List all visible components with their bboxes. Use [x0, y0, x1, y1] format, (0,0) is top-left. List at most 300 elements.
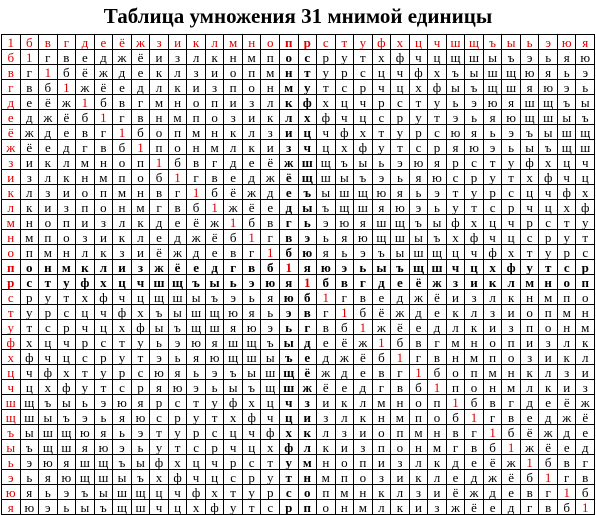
- table-cell: у: [150, 440, 169, 455]
- table-cell: г: [242, 245, 261, 260]
- table-cell: ю: [576, 50, 595, 65]
- table-cell: ю: [539, 80, 558, 95]
- table-cell: щ: [557, 140, 576, 155]
- table-cell: м: [168, 110, 187, 125]
- table-cell: ь: [576, 80, 595, 95]
- table-cell: з: [261, 125, 280, 140]
- table-cell: о: [409, 395, 428, 410]
- table-cell: ъ: [520, 125, 539, 140]
- table-cell: г: [57, 35, 76, 50]
- table-cell: я: [39, 470, 58, 485]
- table-cell: ъ: [335, 155, 354, 170]
- table-cell: ц: [76, 305, 95, 320]
- table-cell: р: [391, 110, 410, 125]
- table-cell: ц: [187, 455, 206, 470]
- table-cell: р: [539, 230, 558, 245]
- table-cell: м: [391, 410, 410, 425]
- table-cell: 1: [279, 260, 298, 275]
- table-cell: з: [483, 305, 502, 320]
- table-cell: х: [261, 440, 280, 455]
- table-cell: ф: [446, 215, 465, 230]
- table-cell: н: [520, 290, 539, 305]
- table-cell: е: [298, 350, 317, 365]
- table-cell: я: [131, 395, 150, 410]
- table-cell: р: [446, 155, 465, 170]
- table-cell: ф: [279, 440, 298, 455]
- table-cell: п: [409, 410, 428, 425]
- table-cell: п: [205, 95, 224, 110]
- page-title: Таблица умножения 31 мнимой единицы: [103, 4, 493, 28]
- table-cell: м: [150, 95, 169, 110]
- table-cell: о: [150, 125, 169, 140]
- table-row: [2, 500, 595, 515]
- table-cell: г: [94, 125, 113, 140]
- table-cell: в: [261, 215, 280, 230]
- table-cell: ж: [298, 380, 317, 395]
- table-cell: п: [168, 125, 187, 140]
- table-cell: с: [335, 80, 354, 95]
- table-cell: з: [242, 95, 261, 110]
- table-cell: л: [502, 275, 521, 290]
- table-cell: з: [94, 215, 113, 230]
- table-cell: э: [131, 425, 150, 440]
- table-cell: ъ: [409, 215, 428, 230]
- table-cell: ы: [354, 155, 373, 170]
- table-cell: ю: [224, 305, 243, 320]
- table-cell: ю: [483, 95, 502, 110]
- table-cell: ф: [113, 305, 132, 320]
- table-row: [2, 200, 595, 215]
- table-row: [2, 110, 595, 125]
- table-cell: в: [557, 455, 576, 470]
- table-cell: о: [20, 260, 39, 275]
- table-cell: ф: [520, 155, 539, 170]
- table-cell: ё: [113, 35, 132, 50]
- table-cell: б: [39, 80, 58, 95]
- table-cell: х: [39, 380, 58, 395]
- table-cell: л: [261, 95, 280, 110]
- table-row: [2, 440, 595, 455]
- table-cell: х: [391, 35, 410, 50]
- table-cell: е: [391, 275, 410, 290]
- table-cell: л: [409, 455, 428, 470]
- table-cell: ч: [354, 95, 373, 110]
- table-cell: х: [483, 260, 502, 275]
- table-cell: б: [131, 125, 150, 140]
- table-cell: ю: [76, 425, 95, 440]
- table-cell: к: [113, 230, 132, 245]
- table-cell: у: [2, 320, 21, 335]
- table-cell: 1: [557, 485, 576, 500]
- table-cell: ю: [298, 245, 317, 260]
- table-cell: т: [76, 365, 95, 380]
- table-cell: п: [335, 470, 354, 485]
- table-cell: 1: [20, 50, 39, 65]
- table-cell: к: [57, 170, 76, 185]
- table-cell: б: [242, 215, 261, 230]
- table-cell: ё: [520, 425, 539, 440]
- table-cell: ъ: [465, 80, 484, 95]
- table-cell: ч: [409, 50, 428, 65]
- table-cell: щ: [224, 350, 243, 365]
- table-cell: ъ: [150, 305, 169, 320]
- table-cell: ч: [113, 290, 132, 305]
- table-cell: с: [57, 305, 76, 320]
- table-cell: м: [428, 440, 447, 455]
- table-cell: щ: [372, 230, 391, 245]
- table-cell: э: [428, 185, 447, 200]
- table-cell: з: [2, 155, 21, 170]
- table-cell: ж: [39, 110, 58, 125]
- table-row: [2, 290, 595, 305]
- table-cell: 1: [317, 290, 336, 305]
- table-cell: б: [279, 245, 298, 260]
- table-cell: о: [483, 335, 502, 350]
- table-cell: л: [483, 290, 502, 305]
- table-cell: в: [483, 395, 502, 410]
- table-cell: п: [224, 80, 243, 95]
- table-cell: е: [131, 65, 150, 80]
- table-cell: ю: [520, 65, 539, 80]
- table-row: [2, 455, 595, 470]
- table-cell: ё: [317, 380, 336, 395]
- table-cell: ч: [242, 425, 261, 440]
- table-cell: х: [94, 275, 113, 290]
- table-cell: б: [168, 155, 187, 170]
- table-cell: 1: [372, 335, 391, 350]
- table-cell: ы: [76, 500, 95, 515]
- table-cell: ь: [76, 395, 95, 410]
- table-row: [2, 155, 595, 170]
- table-cell: к: [335, 395, 354, 410]
- table-cell: х: [428, 65, 447, 80]
- table-cell: и: [428, 485, 447, 500]
- table-cell: п: [317, 485, 336, 500]
- table-cell: и: [20, 155, 39, 170]
- table-cell: и: [76, 215, 95, 230]
- table-cell: я: [150, 380, 169, 395]
- table-cell: к: [520, 365, 539, 380]
- table-cell: э: [354, 245, 373, 260]
- table-cell: е: [279, 185, 298, 200]
- table-cell: в: [187, 155, 206, 170]
- table-cell: р: [428, 140, 447, 155]
- table-cell: у: [539, 245, 558, 260]
- table-cell: б: [113, 140, 132, 155]
- table-cell: ё: [242, 200, 261, 215]
- table-cell: п: [76, 200, 95, 215]
- table-cell: р: [168, 410, 187, 425]
- table-cell: ы: [205, 275, 224, 290]
- table-cell: д: [20, 110, 39, 125]
- table-cell: р: [20, 290, 39, 305]
- table-cell: т: [391, 140, 410, 155]
- table-cell: х: [279, 425, 298, 440]
- table-cell: т: [242, 500, 261, 515]
- table-cell: и: [372, 455, 391, 470]
- table-cell: х: [446, 230, 465, 245]
- table-cell: э: [224, 290, 243, 305]
- table-cell: с: [261, 500, 280, 515]
- table-cell: м: [576, 320, 595, 335]
- table-cell: б: [224, 230, 243, 245]
- table-cell: д: [168, 230, 187, 245]
- table-cell: ё: [483, 455, 502, 470]
- table-cell: д: [557, 425, 576, 440]
- table-cell: п: [520, 320, 539, 335]
- table-cell: щ: [113, 500, 132, 515]
- table-cell: к: [187, 35, 206, 50]
- table-cell: ж: [354, 335, 373, 350]
- table-cell: ё: [372, 305, 391, 320]
- table-cell: р: [150, 395, 169, 410]
- table-cell: у: [576, 215, 595, 230]
- table-cell: б: [576, 485, 595, 500]
- table-cell: в: [520, 485, 539, 500]
- table-cell: о: [557, 275, 576, 290]
- table-cell: ы: [187, 290, 206, 305]
- table-cell: г: [298, 320, 317, 335]
- table-cell: д: [483, 485, 502, 500]
- table-cell: ё: [205, 230, 224, 245]
- table-cell: п: [150, 140, 169, 155]
- table-cell: м: [187, 125, 206, 140]
- table-cell: е: [76, 50, 95, 65]
- table-cell: р: [224, 455, 243, 470]
- table-cell: с: [446, 170, 465, 185]
- table-cell: л: [391, 485, 410, 500]
- table-cell: ю: [205, 350, 224, 365]
- table-cell: э: [261, 320, 280, 335]
- table-cell: ж: [113, 50, 132, 65]
- table-cell: р: [465, 170, 484, 185]
- table-cell: ж: [539, 425, 558, 440]
- table-cell: г: [205, 155, 224, 170]
- table-cell: с: [168, 395, 187, 410]
- table-cell: о: [465, 380, 484, 395]
- table-cell: э: [539, 35, 558, 50]
- table-cell: з: [576, 380, 595, 395]
- table-cell: ь: [354, 260, 373, 275]
- table-cell: у: [465, 185, 484, 200]
- table-cell: л: [576, 350, 595, 365]
- table-cell: м: [279, 80, 298, 95]
- table-cell: в: [168, 200, 187, 215]
- table-cell: з: [298, 395, 317, 410]
- table-cell: ъ: [113, 455, 132, 470]
- table-cell: л: [557, 335, 576, 350]
- table-cell: ш: [20, 410, 39, 425]
- table-cell: к: [483, 275, 502, 290]
- table-cell: р: [483, 185, 502, 200]
- table-cell: о: [502, 350, 521, 365]
- table-cell: ш: [298, 155, 317, 170]
- table-cell: д: [94, 50, 113, 65]
- table-cell: и: [187, 80, 206, 95]
- table-cell: э: [94, 395, 113, 410]
- table-cell: ь: [446, 95, 465, 110]
- table-cell: ь: [2, 455, 21, 470]
- table-cell: ё: [20, 140, 39, 155]
- table-cell: ы: [39, 410, 58, 425]
- table-cell: щ: [39, 440, 58, 455]
- table-cell: ё: [279, 170, 298, 185]
- table-cell: 1: [335, 305, 354, 320]
- table-cell: х: [131, 305, 150, 320]
- table-cell: ю: [354, 230, 373, 245]
- table-cell: ё: [298, 365, 317, 380]
- table-cell: у: [354, 35, 373, 50]
- table-cell: ю: [391, 200, 410, 215]
- table-cell: г: [224, 260, 243, 275]
- table-cell: м: [446, 335, 465, 350]
- table-cell: о: [428, 410, 447, 425]
- table-cell: в: [428, 350, 447, 365]
- table-cell: к: [372, 485, 391, 500]
- table-cell: з: [317, 410, 336, 425]
- table-row: [2, 125, 595, 140]
- table-cell: к: [76, 260, 95, 275]
- table-cell: я: [187, 350, 206, 365]
- table-cell: ж: [502, 455, 521, 470]
- table-cell: ь: [113, 425, 132, 440]
- table-cell: т: [428, 110, 447, 125]
- table-cell: с: [502, 185, 521, 200]
- table-cell: ы: [557, 110, 576, 125]
- table-cell: л: [224, 140, 243, 155]
- table-cell: ю: [113, 395, 132, 410]
- table-cell: ю: [242, 320, 261, 335]
- table-cell: щ: [317, 155, 336, 170]
- table-cell: н: [205, 125, 224, 140]
- table-cell: я: [428, 155, 447, 170]
- table-cell: п: [279, 35, 298, 50]
- table-cell: м: [354, 500, 373, 515]
- table-cell: и: [57, 185, 76, 200]
- table-cell: и: [335, 440, 354, 455]
- table-cell: ч: [557, 170, 576, 185]
- table-cell: ц: [261, 395, 280, 410]
- table-cell: е: [317, 335, 336, 350]
- table-cell: п: [39, 230, 58, 245]
- table-cell: ф: [242, 410, 261, 425]
- table-cell: ц: [557, 155, 576, 170]
- table-cell: м: [520, 275, 539, 290]
- table-cell: ц: [576, 170, 595, 185]
- table-cell: н: [242, 35, 261, 50]
- table-cell: я: [520, 80, 539, 95]
- table-cell: ё: [39, 95, 58, 110]
- table-cell: л: [446, 320, 465, 335]
- table-cell: у: [335, 50, 354, 65]
- table-cell: д: [502, 500, 521, 515]
- table-cell: д: [539, 410, 558, 425]
- table-cell: ю: [131, 410, 150, 425]
- table-row: [2, 185, 595, 200]
- table-cell: ф: [483, 245, 502, 260]
- table-cell: ё: [224, 185, 243, 200]
- table-cell: ц: [205, 470, 224, 485]
- table-cell: 1: [150, 155, 169, 170]
- table-cell: в: [113, 95, 132, 110]
- table-cell: б: [76, 110, 95, 125]
- table-cell: ь: [465, 110, 484, 125]
- table-cell: у: [409, 110, 428, 125]
- table-cell: л: [2, 200, 21, 215]
- table-cell: д: [242, 170, 261, 185]
- table-cell: ч: [483, 230, 502, 245]
- table-cell: щ: [242, 335, 261, 350]
- table-cell: н: [576, 305, 595, 320]
- table-cell: ж: [428, 275, 447, 290]
- table-cell: и: [242, 110, 261, 125]
- table-cell: ё: [502, 470, 521, 485]
- table-cell: я: [576, 35, 595, 50]
- table-cell: ы: [317, 185, 336, 200]
- table-cell: ф: [557, 185, 576, 200]
- table-cell: и: [39, 200, 58, 215]
- table-cell: ю: [335, 215, 354, 230]
- table-cell: 1: [354, 320, 373, 335]
- table-cell: щ: [354, 185, 373, 200]
- table-cell: ь: [372, 155, 391, 170]
- table-cell: ф: [298, 95, 317, 110]
- table-cell: ы: [20, 425, 39, 440]
- table-row: [2, 305, 595, 320]
- table-cell: 1: [168, 170, 187, 185]
- table-cell: в: [57, 50, 76, 65]
- table-cell: з: [557, 365, 576, 380]
- table-cell: д: [446, 455, 465, 470]
- table-cell: с: [224, 470, 243, 485]
- table-cell: ы: [465, 65, 484, 80]
- table-row: [2, 365, 595, 380]
- table-cell: у: [57, 275, 76, 290]
- table-cell: р: [57, 320, 76, 335]
- table-cell: з: [409, 485, 428, 500]
- table-cell: л: [242, 125, 261, 140]
- table-cell: в: [2, 65, 21, 80]
- table-cell: ч: [298, 140, 317, 155]
- table-cell: к: [576, 335, 595, 350]
- table-cell: р: [409, 125, 428, 140]
- table-cell: с: [279, 485, 298, 500]
- table-cell: в: [446, 425, 465, 440]
- table-cell: л: [94, 260, 113, 275]
- table-row: [2, 470, 595, 485]
- table-cell: р: [242, 470, 261, 485]
- table-cell: 1: [446, 395, 465, 410]
- table-cell: д: [113, 65, 132, 80]
- table-cell: р: [298, 35, 317, 50]
- table-cell: ю: [465, 140, 484, 155]
- table-cell: ы: [113, 470, 132, 485]
- table-cell: щ: [261, 380, 280, 395]
- table-cell: ф: [76, 275, 95, 290]
- table-cell: х: [335, 140, 354, 155]
- table-cell: н: [465, 335, 484, 350]
- table-cell: р: [2, 275, 21, 290]
- table-cell: е: [224, 170, 243, 185]
- table-cell: у: [224, 500, 243, 515]
- table-cell: к: [354, 410, 373, 425]
- table-cell: ъ: [168, 320, 187, 335]
- table-cell: ь: [224, 275, 243, 290]
- table-cell: з: [465, 290, 484, 305]
- table-cell: я: [298, 260, 317, 275]
- table-cell: э: [465, 95, 484, 110]
- table-cell: и: [557, 380, 576, 395]
